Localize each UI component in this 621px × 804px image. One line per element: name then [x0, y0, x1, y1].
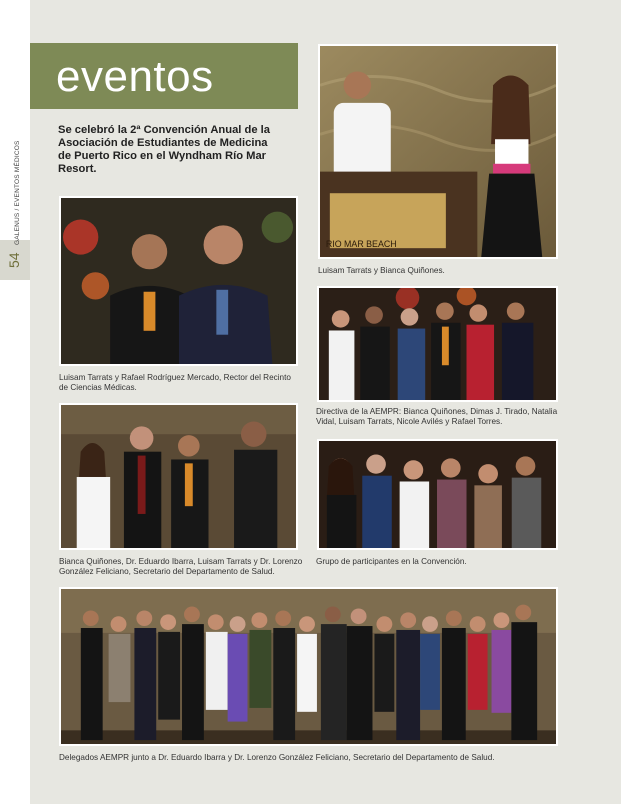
photo-participants	[317, 439, 558, 550]
page-sidebar	[0, 0, 30, 804]
photo-board	[317, 286, 558, 402]
photo-delegates	[59, 587, 558, 746]
caption-board: Directiva de la AEMPR: Bianca Quiñones, Dimas J. Tirado, Natalia Vidal, Luisam Tarrats, Nicole Avilés y Rafael Torres.	[316, 407, 558, 426]
page-number: 54	[6, 252, 22, 268]
caption-four: Bianca Quiñones, Dr. Eduardo Ibarra, Luisam Tarrats y Dr. Lorenzo González Feliciano, Secretario del Departamento de Salud.	[59, 557, 303, 576]
intro-text: Se celebró la 2ª Convención Anual de la Asociación de Estudiantes de Medicina de Puerto Rico en el Wyndham Río Mar Resort.	[58, 124, 270, 175]
caption-duo: Luisam Tarrats y Rafael Rodríguez Mercado, Rector del Recinto de Ciencias Médicas.	[59, 373, 291, 392]
photo-four	[59, 403, 298, 550]
photo-duo	[59, 196, 298, 366]
photo-podium	[318, 44, 558, 259]
podium-sign-text: RIO MAR BEACH	[325, 239, 397, 250]
banner-title: eventos	[56, 52, 214, 101]
caption-podium: Luisam Tarrats y Bianca Quiñones.	[318, 266, 445, 275]
caption-participants: Grupo de participantes en la Convención.	[316, 557, 467, 566]
section-label: GALENUS / EVENTOS MÉDICOS	[14, 140, 21, 245]
caption-delegates: Delegados AEMPR junto a Dr. Eduardo Ibarra y Dr. Lorenzo González Feliciano, Secretario del Departamento de Salud.	[59, 753, 495, 762]
section-banner	[30, 43, 298, 109]
